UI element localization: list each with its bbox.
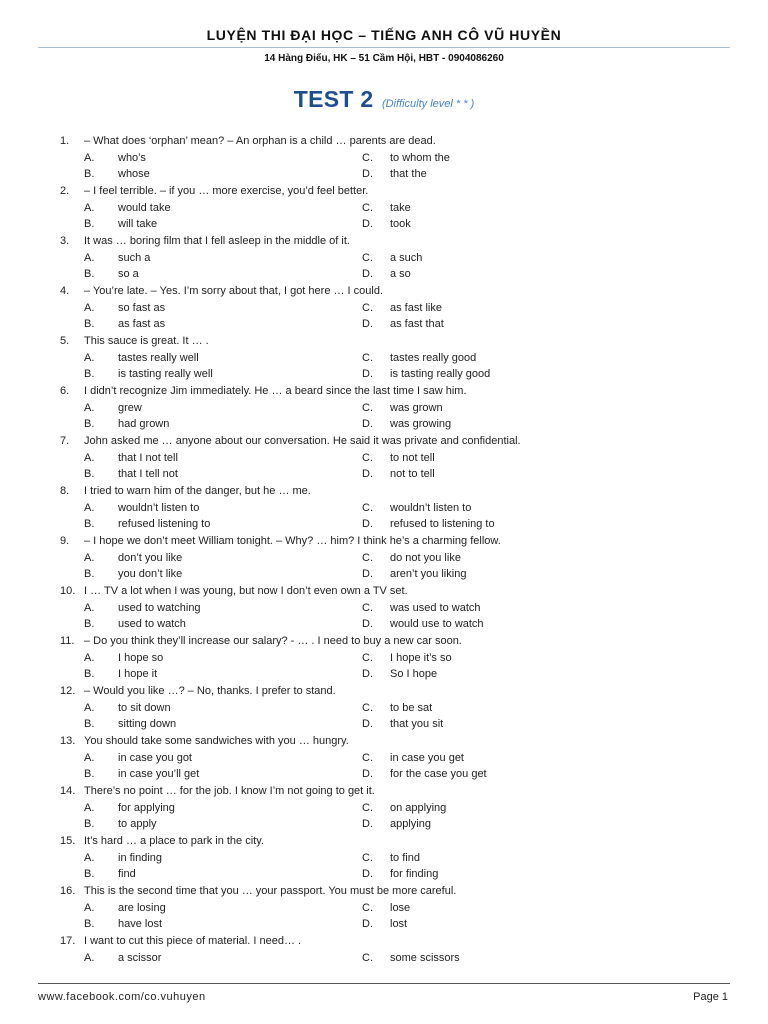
option-letter: A. <box>84 302 95 314</box>
option-letter: A. <box>84 952 95 964</box>
option-row <box>60 666 740 682</box>
question-text: I didn’t recognize Jim immediately. He … a beard since the last time I saw him. <box>84 385 467 397</box>
option-row <box>60 900 740 916</box>
option-text: for the case you get <box>390 768 487 780</box>
option-text: to whom the <box>390 152 450 164</box>
option-letter: C. <box>362 652 373 664</box>
option-row <box>60 250 740 266</box>
option-letter: B. <box>84 418 95 430</box>
question-item <box>60 733 740 782</box>
option-text: was used to watch <box>390 602 481 614</box>
option-row <box>60 400 740 416</box>
question-stem <box>60 383 740 400</box>
option-text: as fast as <box>118 318 166 330</box>
question-item <box>60 533 740 582</box>
question-item <box>60 483 740 532</box>
question-stem <box>60 783 740 800</box>
question-text: I want to cut this piece of material. I need… . <box>84 935 302 947</box>
question-text: You should take some sandwiches with you … hungry. <box>84 735 349 747</box>
question-item <box>60 833 740 882</box>
option-text: lose <box>390 902 411 914</box>
option-row <box>60 750 740 766</box>
option-text: tastes really good <box>390 352 477 364</box>
option-text: that the <box>390 168 427 180</box>
option-letter: D. <box>362 518 373 530</box>
option-letter: A. <box>84 902 95 914</box>
option-text: not to tell <box>390 468 435 480</box>
question-stem <box>60 683 740 700</box>
question-item <box>60 583 740 632</box>
difficulty-level: (Difficulty level * * ) <box>381 98 475 110</box>
option-text: so a <box>118 268 139 280</box>
question-text: This sauce is great. It … . <box>84 335 209 347</box>
option-letter: D. <box>362 418 373 430</box>
option-text: I hope so <box>118 652 164 664</box>
option-letter: D. <box>362 868 373 880</box>
option-row <box>60 716 740 732</box>
option-text: to find <box>390 852 420 864</box>
option-row <box>60 200 740 216</box>
question-stem <box>60 883 740 900</box>
option-letter: B. <box>84 468 95 480</box>
option-text: is tasting really good <box>390 368 491 380</box>
question-text: John asked me … anyone about our conversation. He said it was private and confidential. <box>84 435 521 447</box>
question-text: – Would you like …? – No, thanks. I prefer to stand. <box>84 685 336 697</box>
option-text: refused listening to <box>118 518 211 530</box>
option-letter: D. <box>362 918 373 930</box>
option-letter: C. <box>362 302 373 314</box>
option-text: would take <box>118 202 171 214</box>
option-letter: C. <box>362 752 373 764</box>
option-letter: B. <box>84 768 95 780</box>
option-letter: B. <box>84 568 95 580</box>
question-text: I … TV a lot when I was young, but now I don’t even own a TV set. <box>84 585 408 597</box>
question-stem <box>60 733 740 750</box>
footer-page-number: Page 1 <box>693 991 728 1003</box>
option-text: to not tell <box>390 452 435 464</box>
question-text: It’s hard … a place to park in the city. <box>84 835 264 847</box>
option-text: on applying <box>390 802 447 814</box>
option-text: wouldn’t listen to <box>118 502 200 514</box>
question-item <box>60 433 740 482</box>
option-letter: A. <box>84 602 95 614</box>
option-text: are losing <box>118 902 166 914</box>
option-letter: A. <box>84 652 95 664</box>
question-number: 16. <box>60 885 76 897</box>
option-text: to apply <box>118 818 157 830</box>
option-text: was grown <box>390 402 443 414</box>
option-text: such a <box>118 252 151 264</box>
option-text: took <box>390 218 411 230</box>
footer-rule <box>38 983 730 984</box>
option-text: sitting down <box>118 718 177 730</box>
option-text: grew <box>118 402 142 414</box>
option-letter: D. <box>362 318 373 330</box>
option-letter: B. <box>84 668 95 680</box>
question-stem <box>60 133 740 150</box>
option-row <box>60 850 740 866</box>
option-text: a scissor <box>118 952 162 964</box>
option-letter: B. <box>84 218 95 230</box>
option-letter: C. <box>362 402 373 414</box>
option-letter: C. <box>362 502 373 514</box>
option-text: in case you get <box>390 752 464 764</box>
option-letter: B. <box>84 618 95 630</box>
option-text: was growing <box>390 418 452 430</box>
option-row <box>60 450 740 466</box>
option-text: do not you like <box>390 552 461 564</box>
option-text: in finding <box>118 852 163 864</box>
question-number: 14. <box>60 785 76 797</box>
question-stem <box>60 933 740 950</box>
option-letter: C. <box>362 552 373 564</box>
option-letter: C. <box>362 152 373 164</box>
option-text: wouldn’t listen to <box>390 502 472 514</box>
question-stem <box>60 233 740 250</box>
question-text: There’s no point … for the job. I know I’m not going to get it. <box>84 785 375 797</box>
option-row <box>60 316 740 332</box>
option-text: don’t you like <box>118 552 183 564</box>
question-item <box>60 933 740 966</box>
question-item <box>60 883 740 932</box>
option-row <box>60 266 740 282</box>
option-text: I hope it’s so <box>390 652 452 664</box>
header-rule <box>38 47 730 48</box>
header-address: 14 Hàng Điếu, HK – 51 Cầm Hội, HBT - 0904086260 <box>264 53 504 64</box>
option-row <box>60 600 740 616</box>
option-letter: A. <box>84 802 95 814</box>
option-letter: A. <box>84 252 95 264</box>
question-stem <box>60 583 740 600</box>
question-item <box>60 283 740 332</box>
option-letter: B. <box>84 168 95 180</box>
option-letter: B. <box>84 268 95 280</box>
option-text: for applying <box>118 802 175 814</box>
option-letter: D. <box>362 218 373 230</box>
question-stem <box>60 833 740 850</box>
question-text: – I hope we don’t meet William tonight. – Why? … him? I think he’s a charming fellow. <box>84 535 501 547</box>
option-letter: C. <box>362 352 373 364</box>
option-text: applying <box>390 818 431 830</box>
option-letter: C. <box>362 202 373 214</box>
option-row <box>60 816 740 832</box>
question-item <box>60 183 740 232</box>
test-title: TEST 2 <box>293 86 374 112</box>
question-text: This is the second time that you … your passport. You must be more careful. <box>84 885 457 897</box>
option-row <box>60 300 740 316</box>
option-row <box>60 566 740 582</box>
option-text: as fast that <box>390 318 444 330</box>
option-row <box>60 216 740 232</box>
option-text: take <box>390 202 411 214</box>
question-number: 5. <box>60 335 70 347</box>
option-letter: A. <box>84 152 95 164</box>
option-letter: D. <box>362 268 373 280</box>
question-stem <box>60 433 740 450</box>
option-text: for finding <box>390 868 439 880</box>
option-row <box>60 700 740 716</box>
option-letter: A. <box>84 352 95 364</box>
option-letter: C. <box>362 452 373 464</box>
question-number: 3. <box>60 235 70 247</box>
option-letter: A. <box>84 202 95 214</box>
option-letter: B. <box>84 518 95 530</box>
option-text: to sit down <box>118 702 171 714</box>
option-text: who’s <box>118 152 146 164</box>
question-number: 6. <box>60 385 70 397</box>
test-heading <box>0 86 768 113</box>
question-number: 12. <box>60 685 76 697</box>
option-row <box>60 350 740 366</box>
option-text: find <box>118 868 136 880</box>
option-row <box>60 500 740 516</box>
option-letter: D. <box>362 468 373 480</box>
option-text: used to watching <box>118 602 201 614</box>
option-letter: D. <box>362 818 373 830</box>
question-text: – What does ‘orphan’ mean? – An orphan is a child … parents are dead. <box>84 135 436 147</box>
question-item <box>60 233 740 282</box>
option-letter: B. <box>84 918 95 930</box>
option-text: some scissors <box>390 952 460 964</box>
option-row <box>60 366 740 382</box>
question-number: 15. <box>60 835 76 847</box>
option-letter: A. <box>84 752 95 764</box>
option-text: had grown <box>118 418 170 430</box>
option-letter: D. <box>362 368 373 380</box>
question-text: – Do you think they’ll increase our salary? - … . I need to buy a new car soon. <box>84 635 462 647</box>
option-letter: B. <box>84 368 95 380</box>
option-letter: A. <box>84 552 95 564</box>
option-text: so fast as <box>118 302 166 314</box>
option-letter: C. <box>362 802 373 814</box>
header-title: LUYỆN THI ĐẠI HỌC – TIẾNG ANH CÔ VŨ HUYỀN <box>206 27 562 43</box>
question-stem <box>60 633 740 650</box>
question-stem <box>60 483 740 500</box>
option-row <box>60 800 740 816</box>
question-item <box>60 783 740 832</box>
question-item <box>60 383 740 432</box>
option-row <box>60 650 740 666</box>
question-text: – I feel terrible. – if you … more exercise, you’d feel better. <box>84 185 369 197</box>
option-letter: D. <box>362 718 373 730</box>
option-text: refused to listening to <box>390 518 495 530</box>
footer-website-link[interactable]: www.facebook.com/co.vuhuyen <box>38 991 206 1003</box>
question-text: I tried to warn him of the danger, but he … me. <box>84 485 311 497</box>
question-number: 8. <box>60 485 70 497</box>
option-letter: D. <box>362 768 373 780</box>
option-letter: D. <box>362 568 373 580</box>
option-row <box>60 416 740 432</box>
option-letter: D. <box>362 168 373 180</box>
question-text: It was … boring film that I fell asleep in the middle of it. <box>84 235 350 247</box>
option-row <box>60 550 740 566</box>
option-row <box>60 950 740 966</box>
option-text: So I hope <box>390 668 438 680</box>
option-text: I hope it <box>118 668 158 680</box>
option-letter: C. <box>362 902 373 914</box>
option-letter: B. <box>84 868 95 880</box>
question-item <box>60 683 740 732</box>
option-letter: A. <box>84 852 95 864</box>
option-text: you don’t like <box>118 568 183 580</box>
option-row <box>60 466 740 482</box>
question-list <box>60 133 740 967</box>
option-text: that I not tell <box>118 452 178 464</box>
option-row <box>60 866 740 882</box>
option-row <box>60 616 740 632</box>
option-text: lost <box>390 918 408 930</box>
question-stem <box>60 533 740 550</box>
question-number: 4. <box>60 285 70 297</box>
option-letter: D. <box>362 668 373 680</box>
question-number: 2. <box>60 185 70 197</box>
option-text: used to watch <box>118 618 186 630</box>
option-row <box>60 166 740 182</box>
question-number: 10. <box>60 585 76 597</box>
option-row <box>60 150 740 166</box>
option-letter: A. <box>84 402 95 414</box>
option-text: tastes really well <box>118 352 199 364</box>
option-letter: D. <box>362 618 373 630</box>
question-number: 17. <box>60 935 76 947</box>
question-number: 7. <box>60 435 70 447</box>
option-letter: B. <box>84 718 95 730</box>
option-text: is tasting really well <box>118 368 213 380</box>
option-text: as fast like <box>390 302 442 314</box>
option-text: that I tell not <box>118 468 178 480</box>
option-letter: C. <box>362 602 373 614</box>
question-item <box>60 333 740 382</box>
question-number: 13. <box>60 735 76 747</box>
option-row <box>60 916 740 932</box>
option-text: to be sat <box>390 702 433 714</box>
option-letter: C. <box>362 252 373 264</box>
option-text: have lost <box>118 918 163 930</box>
option-text: whose <box>118 168 150 180</box>
option-letter: B. <box>84 818 95 830</box>
question-stem <box>60 333 740 350</box>
option-row <box>60 516 740 532</box>
question-number: 9. <box>60 535 70 547</box>
option-letter: A. <box>84 702 95 714</box>
question-stem <box>60 183 740 200</box>
question-text: – You’re late. – Yes. I’m sorry about that, I got here … I could. <box>84 285 384 297</box>
option-text: that you sit <box>390 718 444 730</box>
option-letter: B. <box>84 318 95 330</box>
option-letter: C. <box>362 852 373 864</box>
question-item <box>60 633 740 682</box>
option-text: will take <box>118 218 158 230</box>
option-letter: C. <box>362 952 373 964</box>
option-text: aren’t you liking <box>390 568 467 580</box>
question-item <box>60 133 740 182</box>
option-letter: A. <box>84 452 95 464</box>
option-text: would use to watch <box>390 618 484 630</box>
option-text: in case you got <box>118 752 192 764</box>
option-text: a such <box>390 252 423 264</box>
option-letter: C. <box>362 702 373 714</box>
option-row <box>60 766 740 782</box>
question-stem <box>60 283 740 300</box>
question-number: 11. <box>60 635 75 647</box>
question-number: 1. <box>60 135 70 147</box>
option-text: in case you’ll get <box>118 768 200 780</box>
option-text: a so <box>390 268 411 280</box>
option-letter: A. <box>84 502 95 514</box>
